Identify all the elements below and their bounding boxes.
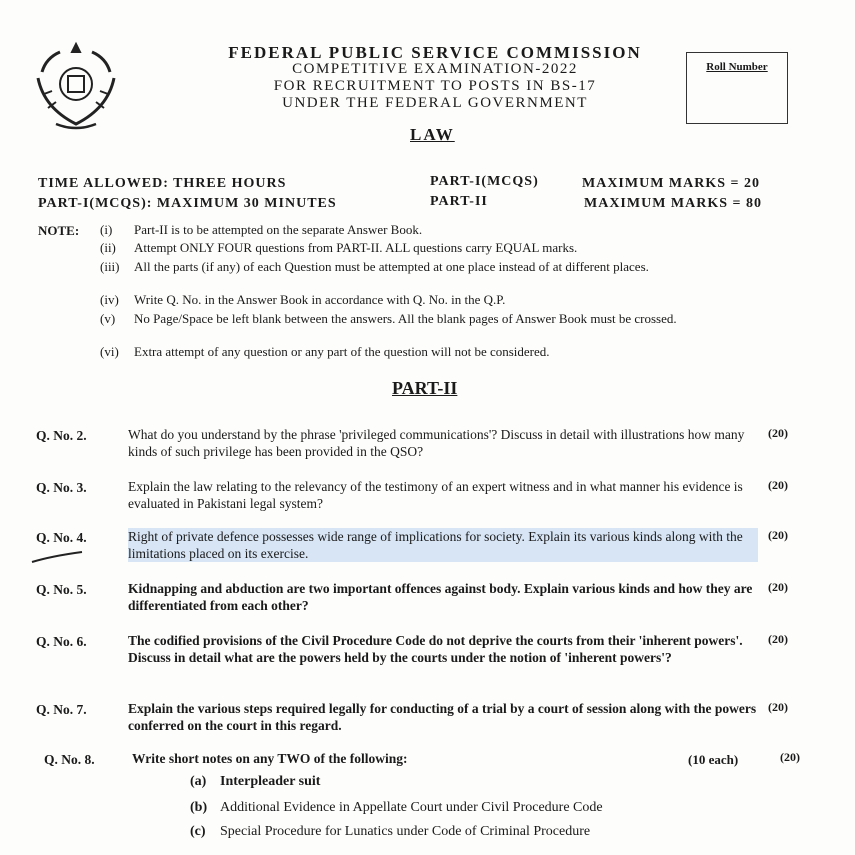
- note-item: (iii) All the parts (if any) of each Question must be attempted at one place instead of at different places.: [100, 259, 649, 274]
- max-marks-part1: MAXIMUM MARKS = 20: [582, 176, 761, 191]
- note-item: (v) No Page/Space be left blank between the answers. All the blank pages of Answer Book must be crossed.: [100, 311, 677, 326]
- note-item: (vi) Extra attempt of any question or any part of the question will not be considered.: [100, 344, 550, 359]
- time-allowed: TIME ALLOWED: THREE HOURS: [38, 176, 287, 191]
- recruitment-line: FOR RECRUITMENT TO POSTS IN BS-17: [273, 78, 597, 94]
- part-heading: PART-II: [392, 378, 458, 398]
- subject-title: LAW: [410, 125, 455, 144]
- government-emblem-icon: [28, 38, 124, 134]
- government-line: UNDER THE FEDERAL GOVERNMENT: [282, 95, 588, 111]
- exam-paper: FEDERAL PUBLIC SERVICE COMMISSION COMPETITIVE EXAMINATION-2022 FOR RECRUITMENT TO POSTS IN BS-17 UNDER THE FEDERAL GOVERNMENT Roll Number LAW TIME ALLOWED: THREE HOURS PART-I(MCQS): MAXIMUM 30 MINUTES PART-I(MCQS) PART-II MAXIMUM MARKS = 20 MAXIMUM MARKS = 80 NOTE: (i) Part-II is to be attempted on the separate Answer Book. (ii) Attempt ONLY FOUR questions from PART-II. ALL questions carry EQUAL marks. (iii) All the parts (if any) of each Question must be attempted at one place instead of at different places. (iv) Write Q. No. in the Answer Book in accordance with Q. No. in the Q.P. (v) No Page/Space be left blank between the answers. All the blank pages of Answer Book must be crossed. (vi) Extra attempt of any question or any part of the question will not be considered. PART-II Q. No. 2. What do you understand by the phrase 'privileged communications'? Discuss in detail with illustrations how many kinds of such privilege has been provided in the QSO? (20) Q. No. 3. Explain the law relating to the relevancy of the testimony of an expert witness and in what manner his evidence is evaluated in Pakistani legal system? (20) Q. No. 4. Right of private defence possesses wide range of implications for society. Explain its various kinds along with the limitations placed on its exercise. (20) Q. No. 5. Kidnapping and abduction are two important offences against body. Explain various kinds and how they are differentiated from each other? (20) Q. No. 6. The codified provisions of the Civil Procedure Code do not deprive the courts from their 'inherent powers'. Discuss in detail what are the powers held by the courts under the notion of 'inherent powers'? (20) Q. No. 7. Explain the various steps required legally for conducting of a trial by a court of session along with the powers conferred on the court in this regard. (20) Q. No. 8. Write short notes on any TWO of the following: (10 each) (20) (a) Interpleader suit (b) Additional Evidence in Appellate Court under Civil Procedure Code (c) Special Procedure for Lunatics under Code of Criminal Procedure: [0, 0, 855, 855]
- part1-time: PART-I(MCQS): MAXIMUM 30 MINUTES: [38, 196, 337, 211]
- part1-label: PART-I(MCQS): [430, 174, 539, 189]
- subpart: (b) Additional Evidence in Appellate Court under Civil Procedure Code: [190, 800, 603, 815]
- roll-number-label: Roll Number: [706, 61, 768, 73]
- part2-label: PART-II: [430, 194, 488, 209]
- note-label: NOTE:: [38, 223, 80, 238]
- max-marks-part2: MAXIMUM MARKS = 80: [584, 196, 763, 211]
- exam-header: [200, 44, 670, 112]
- note-item: (ii) Attempt ONLY FOUR questions from PART-II. ALL questions carry EQUAL marks.: [100, 240, 578, 255]
- note-item: (i) Part-II is to be attempted on the separate Answer Book.: [100, 222, 423, 237]
- roll-number-box: [686, 52, 788, 124]
- each-marks: (10 each): [688, 752, 739, 767]
- pen-mark-icon: [30, 548, 90, 568]
- exam-name: COMPETITIVE EXAMINATION-2022: [292, 61, 578, 77]
- commission-name: FEDERAL PUBLIC SERVICE COMMISSION: [228, 43, 642, 62]
- subpart: (a) Interpleader suit: [190, 774, 321, 789]
- note-item: (iv) Write Q. No. in the Answer Book in accordance with Q. No. in the Q.P.: [100, 292, 506, 307]
- subpart: (c) Special Procedure for Lunatics under Code of Criminal Procedure: [190, 824, 591, 839]
